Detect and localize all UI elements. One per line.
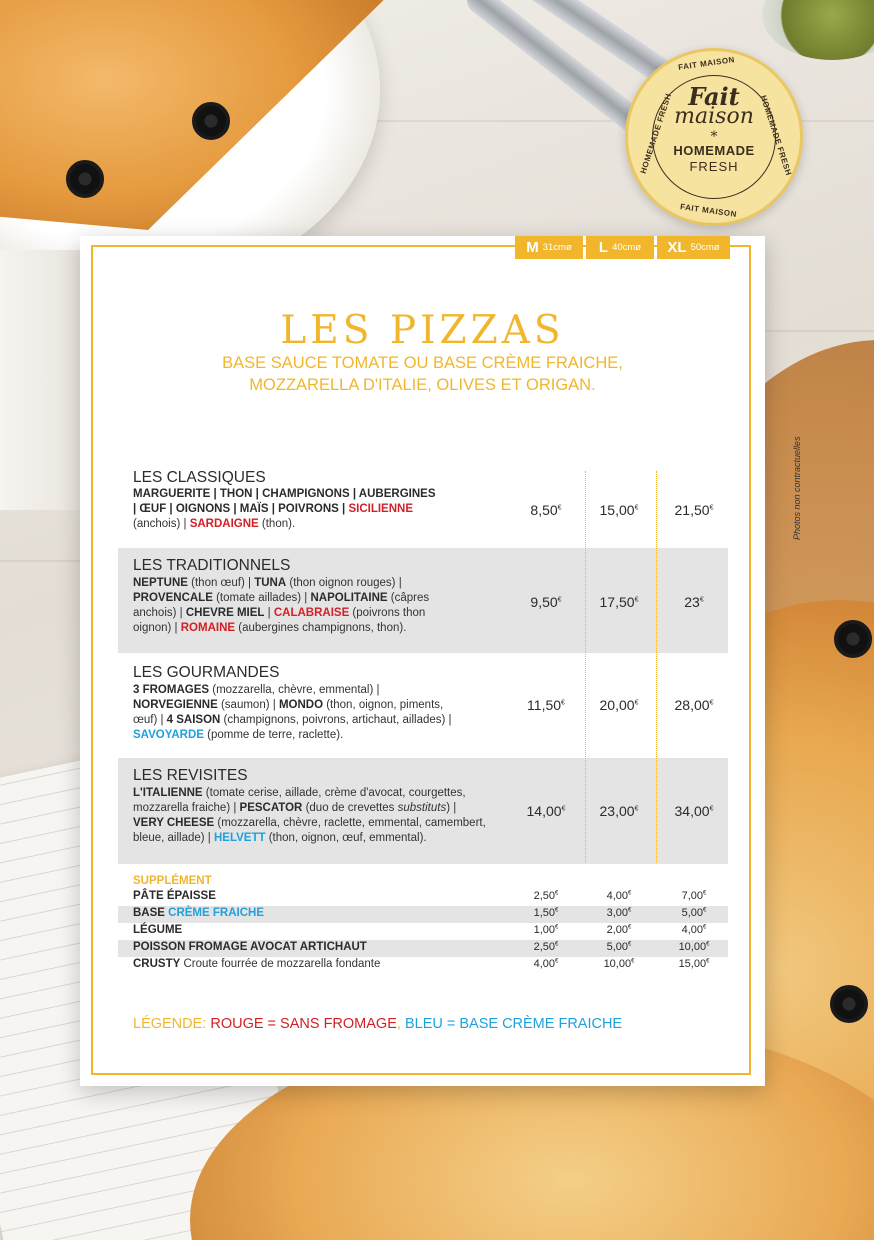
legend: LÉGENDE: ROUGE = SANS FROMAGE, BLEU = BASE CRÈME FRAICHE [133,1016,623,1032]
olive-icon [192,102,230,140]
stamp-ring-text: FAIT MAISON [679,202,738,219]
page-subtitle [80,352,765,396]
size-header-m: M 31cmø [515,236,583,259]
olive-icon [834,620,872,658]
price-l: 4,00€ [606,890,632,902]
price-xl: 15,00€ [678,958,710,970]
supplement-title: SUPPLÉMENT [133,875,212,887]
stamp-star-icon: * [710,129,718,145]
price-l: 3,00€ [606,907,632,919]
menu-card [80,236,765,1086]
supplement-row [118,889,728,906]
supplement-row [118,906,728,923]
stamp-fresh: FRESH [689,159,739,174]
supplement-label: CRUSTY Croute fourrée de mozzarella fondante [133,958,381,970]
supplement-label: BASE CRÈME FRAICHE [133,907,264,919]
supplement-label: PÂTE ÉPAISSE [133,890,216,902]
section-title: LES REVISITES [133,767,248,784]
supplement-row [118,940,728,957]
price-m: 1,50€ [533,907,559,919]
price-l: 15,00€ [599,502,639,518]
supplement-label: LÉGUME [133,924,183,936]
price-m: 2,50€ [533,941,559,953]
price-xl: 10,00€ [678,941,710,953]
size-header-xl: XL 50cmø [657,236,730,259]
section-revisites [118,758,728,864]
stamp-ring-text: FAIT MAISON [677,55,736,72]
stamp-homemade: HOMEMADE [673,143,755,158]
olive-icon [66,160,104,198]
section-description: L'ITALIENNE (tomate cerise, aillade, crème d'avocat, courgettes, mozzarella fraiche) | PESCATOR (duo de crevettes substituts) | VERY CHEESE (mozzarella, chèvre, raclette, emmental, camembert, bleue, aillade) | HELVETT (thon, oignon, œuf, emmental). [133,787,486,844]
column-divider [656,471,657,863]
stamp-ring-text: HOMEMADE FRESH [638,92,674,175]
price-l: 17,50€ [599,594,639,610]
section-title: LES GOURMANDES [133,664,280,681]
subtitle-line: BASE SAUCE TOMATE OU BASE CRÈME FRAICHE, [222,354,623,372]
price-xl: 34,00€ [674,803,714,819]
stamp-fait: Fait [688,82,740,111]
subtitle-line: MOZZARELLA D'ITALIE, OLIVES ET ORIGAN. [249,376,596,394]
price-l: 5,00€ [606,941,632,953]
price-xl: 23€ [684,594,704,610]
price-l: 2,00€ [606,924,632,936]
section-description: 3 FROMAGES (mozzarella, chèvre, emmental) | NORVEGIENNE (saumon) | MONDO (thon, oignon, piments, œuf) | 4 SAISON (champignons, poivrons, artichaut, aillades) | SAVOYARDE (pomme de terre, raclette). [133,684,452,741]
price-l: 20,00€ [599,697,639,713]
column-divider [585,471,586,863]
price-l: 10,00€ [603,958,635,970]
section-description: MARGUERITE | THON | CHAMPIGNONS | AUBERGINES | ŒUF | OIGNONS | MAÏS | POIVRONS | SICILIENNE (anchois) | SARDAIGNE (thon). [133,488,436,530]
supplement-row [118,923,728,940]
section-traditionnels [118,548,728,653]
price-m: 4,00€ [533,958,559,970]
price-m: 2,50€ [533,890,559,902]
stamp-ring-text: HOMEMADE FRESH [758,94,794,177]
price-xl: 21,50€ [674,502,714,518]
page-title: LES PIZZAS [280,308,565,353]
cloth-image [0,250,90,510]
section-title: LES TRADITIONNELS [133,557,291,574]
olive-icon [830,985,868,1023]
photo-disclaimer: Photos non contractuelles [792,436,802,540]
section-title: LES CLASSIQUES [133,469,266,486]
price-xl: 7,00€ [681,890,707,902]
fait-maison-stamp [625,48,803,226]
price-l: 23,00€ [599,803,639,819]
price-m: 8,50€ [530,502,562,518]
price-m: 11,50€ [527,697,565,713]
price-m: 9,50€ [530,594,562,610]
price-xl: 4,00€ [681,924,707,936]
price-xl: 28,00€ [674,697,714,713]
size-header-l: L 40cmø [586,236,654,259]
section-gourmandes [118,655,728,755]
price-m: 1,00€ [533,924,559,936]
price-m: 14,00€ [526,803,566,819]
supplement-row [118,957,728,974]
price-xl: 5,00€ [681,907,707,919]
supplement-label: POISSON FROMAGE AVOCAT ARTICHAUT [133,941,367,953]
section-classiques [118,462,728,546]
capers-bowl-image [762,0,874,60]
stamp-maison: maison [674,104,754,129]
section-description: NEPTUNE (thon œuf) | TUNA (thon oignon rouges) | PROVENCALE (tomate aillades) | NAPOLITAINE (câpres anchois) | CHEVRE MIEL | CALABRAISE (poivrons thon oignon) | ROMAINE (aubergines champignons, thon). [133,577,430,634]
